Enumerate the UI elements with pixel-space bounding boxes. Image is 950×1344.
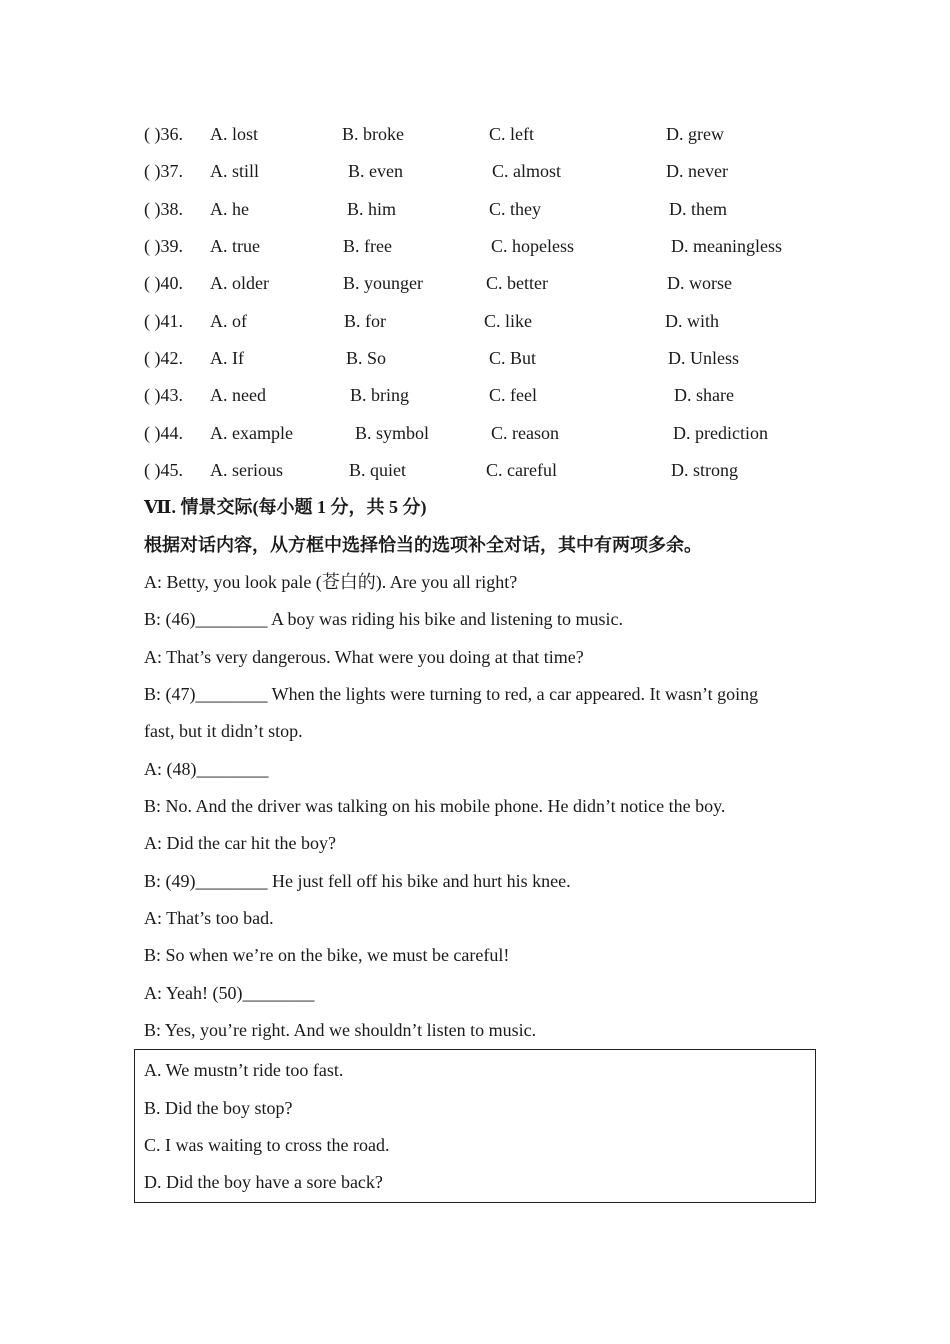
question-number: ( )45. xyxy=(144,460,183,480)
option-c: C. careful xyxy=(486,460,557,480)
option-d: D. worse xyxy=(667,273,732,293)
dialogue-line: A: (48)________ xyxy=(144,759,269,779)
option-d: D. meaningless xyxy=(671,236,782,256)
question-number: ( )44. xyxy=(144,423,183,443)
question-number: ( )42. xyxy=(144,348,183,368)
option-a: A. still xyxy=(210,161,260,181)
question-number: ( )40. xyxy=(144,273,183,293)
option-c: C. almost xyxy=(492,161,562,181)
option-b: B. free xyxy=(343,236,392,256)
option-c: C. hopeless xyxy=(491,236,574,256)
option-a: A. true xyxy=(210,236,260,256)
dialogue-line: B: (47)________ When the lights were turning to red, a car appeared. It wasn’t going xyxy=(144,684,759,704)
option-d: D. never xyxy=(666,161,728,181)
option-b: B. younger xyxy=(343,273,423,293)
option-a: A. example xyxy=(210,423,293,443)
option-a: A. lost xyxy=(210,124,259,144)
options-box xyxy=(134,1049,816,1203)
dialogue-line: B: (49)________ He just fell off his bike and hurt his knee. xyxy=(144,871,571,891)
question-row xyxy=(144,160,844,182)
box-option: B. Did the boy stop? xyxy=(144,1098,293,1118)
question-row xyxy=(144,422,844,444)
option-d: D. Unless xyxy=(668,348,739,368)
option-a: A. of xyxy=(210,311,247,331)
dialogue-line: B: So when we’re on the bike, we must be careful! xyxy=(144,945,510,965)
option-d: D. share xyxy=(674,385,734,405)
option-d: D. prediction xyxy=(673,423,768,443)
question-number: ( )36. xyxy=(144,124,183,144)
option-c: C. reason xyxy=(491,423,559,443)
question-row xyxy=(144,310,844,332)
option-a: A. serious xyxy=(210,460,283,480)
option-c: C. better xyxy=(486,273,548,293)
option-b: B. for xyxy=(344,311,386,331)
option-c: C. left xyxy=(489,124,534,144)
option-a: A. need xyxy=(210,385,266,405)
question-row xyxy=(144,347,844,369)
dialogue-line: A: Yeah! (50)________ xyxy=(144,983,315,1003)
section-instruction: 根据对话内容，从方框中选择恰当的选项补全对话，其中有两项多余。 xyxy=(144,535,702,555)
question-number: ( )37. xyxy=(144,161,183,181)
dialogue-line: B: (46)________ A boy was riding his bike and listening to music. xyxy=(144,609,623,629)
question-number: ( )38. xyxy=(144,199,183,219)
question-number: ( )41. xyxy=(144,311,183,331)
dialogue-line: A: Did the car hit the boy? xyxy=(144,833,336,853)
question-row xyxy=(144,459,844,481)
option-c: C. they xyxy=(489,199,541,219)
option-b: B. So xyxy=(346,348,387,368)
option-a: A. If xyxy=(210,348,244,368)
option-b: B. broke xyxy=(342,124,404,144)
option-d: D. with xyxy=(665,311,719,331)
question-number: ( )39. xyxy=(144,236,183,256)
box-option: C. I was waiting to cross the road. xyxy=(144,1135,390,1155)
question-number: ( )43. xyxy=(144,385,183,405)
box-option: A. We mustn’t ride too fast. xyxy=(144,1060,344,1080)
option-d: D. strong xyxy=(671,460,738,480)
dialogue-line: B: No. And the driver was talking on his mobile phone. He didn’t notice the boy. xyxy=(144,796,726,816)
option-c: C. like xyxy=(484,311,532,331)
option-b: B. even xyxy=(348,161,403,181)
option-b: B. him xyxy=(347,199,397,219)
question-row xyxy=(144,384,844,406)
dialogue-line: A: That’s too bad. xyxy=(144,908,274,928)
box-option: D. Did the boy have a sore back? xyxy=(144,1172,383,1192)
question-row xyxy=(144,272,844,294)
option-b: B. bring xyxy=(350,385,410,405)
question-row xyxy=(144,198,844,220)
dialogue-line: B: Yes, you’re right. And we shouldn’t listen to music. xyxy=(144,1020,537,1040)
option-c: C. But xyxy=(489,348,537,368)
option-d: D. grew xyxy=(666,124,724,144)
question-row xyxy=(144,123,844,145)
option-d: D. them xyxy=(669,199,727,219)
option-a: A. he xyxy=(210,199,249,219)
option-b: B. quiet xyxy=(349,460,406,480)
dialogue-line: fast, but it didn’t stop. xyxy=(144,721,303,741)
dialogue-line: A: That’s very dangerous. What were you doing at that time? xyxy=(144,647,584,667)
dialogue-line: A: Betty, you look pale (苍白的). Are you all right? xyxy=(144,572,518,592)
option-a: A. older xyxy=(210,273,269,293)
section-title: Ⅶ. 情景交际(每小题 1 分，共 5 分) xyxy=(144,497,427,517)
question-row xyxy=(144,235,844,257)
option-c: C. feel xyxy=(489,385,537,405)
option-b: B. symbol xyxy=(355,423,430,443)
